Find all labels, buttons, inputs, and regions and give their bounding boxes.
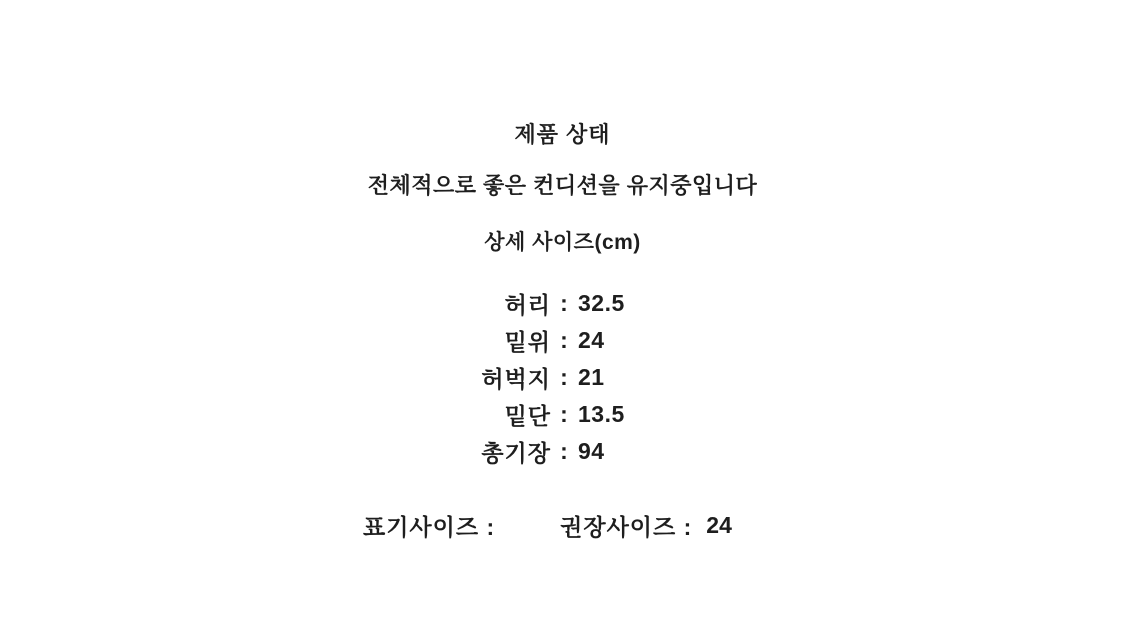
measurement-value: 13.5 (578, 401, 625, 427)
product-condition-description: 전체적으로 좋은 컨디션을 유지중입니다 (367, 173, 758, 198)
size-row-total-length (0, 433, 1125, 470)
measurement-value: 21 (578, 364, 605, 390)
measurement-label: 허벅지 (481, 366, 551, 392)
product-condition-heading: 제품 상태 (514, 122, 611, 147)
size-row-thigh (0, 359, 1125, 396)
tag-size-label: 표기사이즈 : (363, 514, 496, 540)
measurement-separator: : (560, 327, 568, 353)
measurement-label: 총기장 (481, 440, 551, 466)
measurement-separator: : (560, 290, 568, 316)
measurement-value: 94 (578, 438, 605, 464)
footer-size-line (363, 509, 732, 542)
measurement-separator: : (560, 401, 568, 427)
measurement-separator: : (560, 438, 568, 464)
size-row-waist (0, 285, 1125, 322)
recommended-size-value: 24 (706, 512, 732, 538)
measurement-separator: : (560, 364, 568, 390)
size-row-hem (0, 396, 1125, 433)
measurement-value: 24 (578, 327, 605, 353)
measurement-value: 32.5 (578, 290, 625, 316)
measurement-label: 허리 (504, 292, 551, 318)
measurement-label: 밑단 (504, 403, 551, 429)
size-chart-heading: 상세 사이즈(cm) (484, 231, 641, 254)
size-row-rise (0, 322, 1125, 359)
measurement-label: 밑위 (504, 329, 551, 355)
recommended-size-label: 권장사이즈 : (560, 514, 693, 540)
size-chart (0, 285, 1125, 470)
